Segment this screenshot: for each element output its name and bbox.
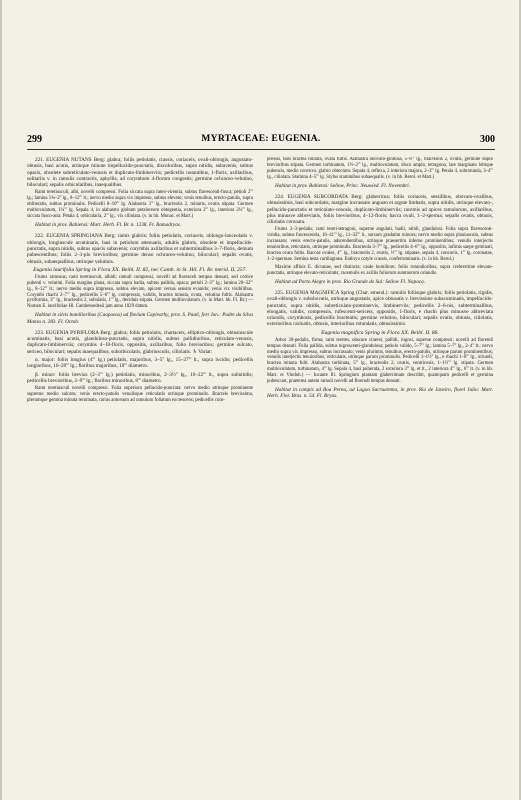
- left-page-number: 299: [27, 134, 42, 145]
- description-paragraph: Rami teretiusculi, albi, novelli compressi. Folia siccata supra luteo-virentia, subtus flavescenti-fusca; petioli 2''' lg.; lamina 1¾–2'' lg., 8–12''' lt.; nervo medio supra vix impresso, subtus elevato; venis tenuibus, erecto-patulis, supra obliteratis, subtus prominulis. Pedicelli 8–10''' lg. Alabastra 3''' lg., bracteolis 2, minutis, ovatis stipata. Germen multiovulatum, 1¼''' lg. Sepala 4, in alabastro globum petaloreum obtegentia, exteriora 2''' lg., interiora 2¼''' lg., siccata fusco-atra. Petala 4, orbicularia, 2''' lg., vix ciliolata. (v. in hb. Monac. et Mart.): [27, 190, 253, 220]
- description-paragraph: Frutex ramosus; rami teretiusculi, albidi; ramuli compressi, novelli ad floresceli tempus densati, sed cortice pubenti v. velutini. Folia margine plana, siccata supra badia, subtus pallida, opaca; petioli 2–3''' lg.; lamina 20–32''' lg., 8–12''' lt.; nervo medio supra impresso, subtus elevato, apicem versus sensim evanido; venis vix visibilibus. Corymbi rhachi 2–7''' lg., pedicellis 5–6''' lg. compressis, validis, bractea minuta, ovata, velutina fultis. Alabastra pyriformia, 3''' lg., bracteolis 2, subulatis, 1''' lg., deciduis stipata. Germen multiovulatum. (v. in Mart. hb. Fl. Br.) — Nomen E. laurifoliae Hl. Cambessedesii jam anno 1829 datum.: [27, 274, 253, 310]
- page-header: [27, 134, 495, 148]
- description-paragraph: 224. EUGENIA SUBCORDATA Berg: glaberrima; foliis coriaceis, sessilibus, obovato-ovalibus, obtusissimis, basi subcordatis, margine incrassato angusto et argute limbatis, supra nitidis, utrinque elevato-, pellucido-punctatis et reticulato-venosis, duplicato-limbinerviis; racemis ad apices ramulorum, axillaribus, plus minusve abbreviatis, foliis brevioribus, 4–12-floris; bacca ovali, 1–2-sperma; sepalis ovatis, obtusis, ciliolatis coronata.: [267, 193, 493, 226]
- species-entry-222: [27, 233, 253, 325]
- habitat-note: Habitat in prov. Bahiensi: Sellow, Princ. Neuwied. Fl. Novembri.: [275, 182, 411, 189]
- right-page-number: 300: [480, 134, 495, 145]
- species-entry-221: [27, 157, 253, 228]
- description-paragraph: Frutex 2–3-pedalis; rami tereti-tetragoni, superne angulati, badii, nitidi, glandulosi. Folia supra flavescenti-viridia, subtus fuscescentia, 16–41''' lg., 11–32''' lt., sursum gradatim minora; nervo medio supra planiusculo, subtus incrassato; venis erecto-patulis, adscendentibus, utrinque praesertim inferne prominentibus; venulis interjectis tenuioribus, reticulatis, utrinque prominulis. Bracteola 3–7''' lg., pedicellis 4–6''' lg., oppositis, infimis saepe geminati, bractea ovata fultis. Baccae ovales, 4''' lg., bracteolis 2, ovatis, ½''' lg. stipatae, sepala 4, concavis, 1''' lg. coronatae, 1–2-spermae. Semina testa cartilaginea. Embryo cotyle crassis, conferruminatis. (v. in hb. Berol.): [267, 227, 493, 262]
- header-rule: [27, 149, 495, 150]
- species-entry-225: [267, 290, 493, 400]
- running-title: MYRTACEAE: EUGENIA.: [201, 134, 321, 144]
- description-paragraph: 221. EUGENIA NUTANS Berg: glabra; foliis petiolatis, crassis, coriaceis, ovali-oblongis, angustato-obtusis, basi acutis, utrinque minute impellucido-punctatis, discoloribus, supra nitidis, subavenis, subtus opacis, obsolete subreticulato-venosis et duplicato-limbinerviis; pedicellis nutantibus, 1-floris, axillaribus, solitariis v. in ramulis contractis, aphyllis, ad corymbum 4-florum congestis; germine ochraceo-velutino, biloculari; sepalis orbicularibus, inaequalibus.: [27, 157, 253, 189]
- left-column: [27, 157, 253, 763]
- habitat-note: Habitat in campis ad Boa Perna, ad Lagoa Sacruarema, in prov. Rio de Janeiro, florel Julio: Mart. Herb. Flor. Bras. n. 54. Fl. Bryas.: [267, 386, 493, 400]
- book-page: [2, 0, 519, 800]
- synonym-citation: Eugenia laurifolia Spring in Flora XX. Beibl. II. 82, nec Camb. in St. Hil. Fl. Br. merid. II. 257.: [33, 266, 247, 273]
- habitat-note: Habitat in prov. Bahiensi: Mart. Herb. Fl. Br. n. 1238. Ft. Ramadryas.: [35, 222, 182, 229]
- right-column: [267, 157, 493, 763]
- habitat-note: Habitat ad Porto Alegre in prov. Rio Grande do Sul: Sellow Fl. Napoca.: [275, 278, 425, 285]
- species-entry-224: [267, 194, 493, 285]
- description-paragraph: 222. EUGENIA SPRINGIANA Berg: ramis glabris; foliis petiolatis, coriaceis, oblongo-lanceolatis v. oblongis, longiuscule acuminatis, basi in petiolum attenuatis, adultis glabris, obsolete et impellucido-punctatis, supra nitidis, subtus opacis subavenis; corymbis axillaribus et subterminalibus 3–7-floris, demum pubescentibus; foliis 2–3-plo brevioribus; germine denso ochraceo-velutino, biloculari; sepalis ovatis, obtusis, subaequalibus, utrinque velutinis.: [27, 233, 253, 265]
- species-entry-223: [27, 330, 253, 404]
- variety-alpha: α. major: foliis longius (4''' lg.) petiolatis, majoribus, 3–5'' lg., 15–27''' lt., supra lucidis; pedicellis longioribus, 16–20''' lg.; floribus majoribus, 10''' diametro.: [27, 357, 253, 370]
- description-paragraph: Arbor 20-pedalis, firma; rami teretes, obscure cinerei, pallidi, rugosi, superne compressi; novelli ad florendi tempus densati. Folia pallida, subtus nigrescenti-glandulosa; petiolo valido, 5–7''' lg.; lamina 5–7'' lg., 2–4'' lt.; nervo medio supra vix impresso, subtus incrassato; venis plurimis, tenuibus, erecto-patulis, utrinque parum prominentibus; venulis interjectis tenuioribus, reticulatis, utrinque parum prominulis. Pedicelli 1–1½'' lg., e rhachi 1–8''' lg., oriundi, bractea minuta fulti. Alabastra turbinata, 5''' lg., bracteolis 2, ovatis, ventricosis, 1–1½''' lg. stipata. Germen multiovulatum, turbinatum, 4''' lg. Sepala 4, basi puberula, 2 exteriora 3''' lg. et lt., 2 interiora 4''' lg., 6''' lt. (v. in hb. Mart. et Vindob.) — Iucante Ill. Springium plantam glaberrimam describit, quamquam pedicelli et germina pubescunt, praeterea autem ramuli novelli ad florendi tempus densati.: [267, 337, 493, 385]
- description-paragraph: Rami teretiusculi novelli compressi. Folia superiora pellucido-punctata: nervo medio utrinque prominente supremo medio sulcato; venis erecto-patulis venulisque reticulatis utrinque prominulis. Bracteis brevissima, plerumque gemma minuta terminata, rarius antorsum ad ramulum foliatum excrescens; pedicellis com-: [27, 386, 253, 404]
- description-paragraph: 225. EUGENIA MAGNIFICA Spring (Char. emend.): ramulis foliisque glabris; foliis petiolatis, rigidis, ovali-oblongis v. subobovatis, utrinque angustatis, apice obtusatis v. brevissime subacuminatis, impellucido-punctatis, supra nitidis, subreticulato-prominervis, limbinerviis; pedicellis 2–6-nis, subterminalibus, elongatis, validis, compressis, rufescenti-sericeis, oppositis, 1-floris, e rhachi plus minusve abbreviata oriundis, corymbosis, pedicellis bracteatis; germine velutino, biloculari; sepalis ovatis, obtusis, ciliolatis, exterioribus carinatis, obtusis, interioribus rotundatis, obtusissimis.: [267, 289, 493, 328]
- synonym-citation: Eugenia magnifica Spring in Flora XX. Beibl. II. 86.: [321, 329, 439, 336]
- description-paragraph: pressis, basi bractea minuta, ovata fultis. Alabastra obovato-globosa, 5–6''' lg., bracteolis 2, ovatis, germine duplo brevioribus stipata. Germen turbinatum, 1½–2''' lg., multiovulatum, disco amplo, tetragono, late marginato lobique puberulo, medio convexo, glabro obtectum. Sepala 4, reflexa, 2 interiora majora, 2–3''' lg. Petala 4, subrotunda, 3–4''' lg., ciliolata. Stamina 4–5''' lg. Stylus staminibus subaequalis. (v. in hb. Berol. et Mart.): [267, 157, 493, 180]
- habitat-note: Habitat in silvis humilioribus (Caapoeas) ad fluvium Capivarhy, prov. S. Pauli, fort Jan.: Padre da Silva Manso n. 283. Fl. Octob.: [27, 312, 253, 325]
- remark-paragraph: Maxime affinis E. dicranae, sed distincta: caule humiliore; foliis rotundioribus, supra crebrerrime elevato-punctatis, utrinque elevato-reticulatis; racemulis ex axillis foliorum summorum oriundis.: [267, 264, 493, 276]
- species-entry-223-continued: [267, 157, 493, 189]
- variety-beta: β. minor: foliis brevius (2–3''' lg.) petiolatis, minoribus, 2–3½'' lg., 10–22''' lt., supra subnitidis; pedicellis brevioribus, 2–9''' lg.; floribus minoribus, 8''' diametro.: [27, 371, 253, 384]
- description-paragraph: 223. EUGENIA PYRIFLORA Berg: glabra; foliis petiolatis, chartaceis, elliptico-oblongis, obtusiuscule acuminatis, basi acutis, glanduloso-punctatis, supra nitidis, subtus pallidioribus, reticulato-venosis, duplicato-limbinerviis; corymbis 4–10-floris, oppositis, axillaribus, folio brevioribus; germine sulcato, sericeo, biloculari; sepalis inaequalibus, suborbiculatis, glabriusculis, ciliolatis. ♄ Variat:: [27, 329, 253, 355]
